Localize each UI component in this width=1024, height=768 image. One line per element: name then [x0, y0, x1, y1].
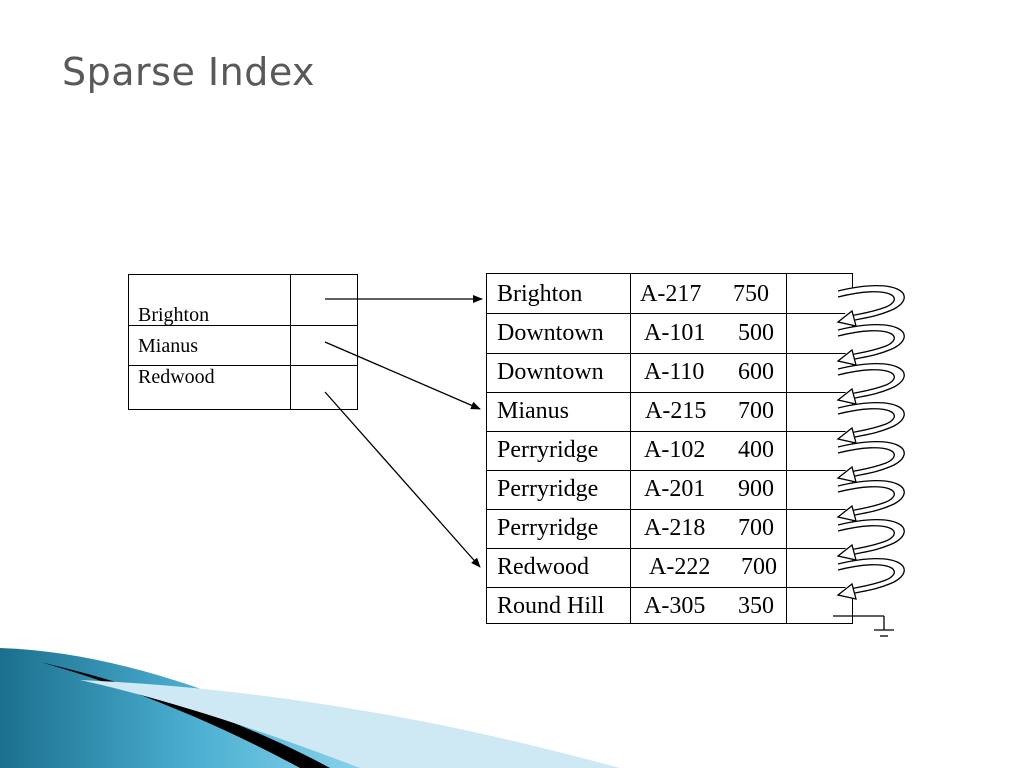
record-branch: Perryridge: [497, 476, 599, 502]
index-key: Brighton: [138, 304, 210, 326]
record-balance: 500: [738, 320, 774, 346]
record-branch: Redwood: [497, 554, 589, 580]
record-account: A-222: [649, 554, 711, 580]
record-balance: 900: [738, 476, 774, 502]
record-account: A-217: [640, 281, 702, 307]
record-account: A-218: [644, 515, 706, 541]
record-branch: Downtown: [497, 359, 604, 385]
record-branch: Brighton: [497, 281, 583, 307]
record-balance: 700: [738, 398, 774, 424]
record-account: A-305: [644, 593, 706, 619]
record-branch: Round Hill: [497, 593, 605, 619]
record-balance: 350: [738, 593, 774, 619]
record-branch: Perryridge: [497, 515, 599, 541]
slide-title: Sparse Index: [62, 50, 316, 94]
record-account: A-102: [644, 437, 706, 463]
record-balance: 600: [738, 359, 774, 385]
record-balance: 700: [738, 515, 774, 541]
record-balance: 400: [738, 437, 774, 463]
index-key: Mianus: [138, 335, 198, 357]
record-account: A-110: [644, 359, 705, 385]
record-branch: Mianus: [497, 398, 569, 424]
index-key: Redwood: [138, 366, 215, 388]
record-balance: 750: [733, 281, 769, 307]
record-balance: 700: [741, 554, 777, 580]
record-account: A-215: [645, 398, 707, 424]
record-account: A-101: [644, 320, 706, 346]
record-branch: Perryridge: [497, 437, 599, 463]
record-account: A-201: [644, 476, 706, 502]
record-branch: Downtown: [497, 320, 604, 346]
